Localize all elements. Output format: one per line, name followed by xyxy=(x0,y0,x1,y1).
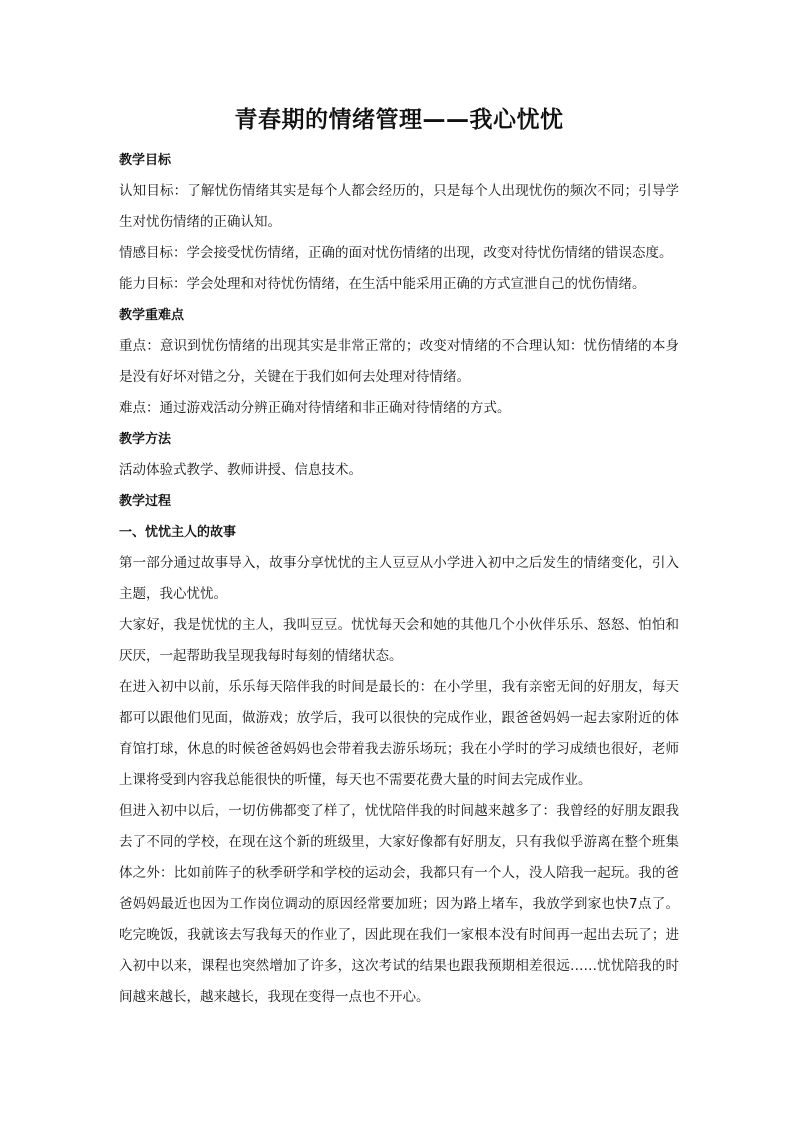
story-paragraph-1: 大家好，我是忧忧的主人，我叫豆豆。忧忧每天会和她的其他几个小伙伴乐乐、怒怒、怕怕和厌厌，一起帮助我呈现我每时每刻的情绪状态。 xyxy=(119,617,679,664)
part-one-heading: 一、忧忧主人的故事 xyxy=(119,525,237,540)
key-points-heading: 教学重难点 xyxy=(119,308,185,323)
key-point-paragraph: 重点：意识到忧伤情绪的出现其实是非常正常的；改变对情绪的不合理认知：忧伤情绪的本身是没有好坏对错之分，关键在于我们如何去处理对待情绪。 xyxy=(119,338,679,385)
cognitive-goal-paragraph: 认知目标：了解忧伤情绪其实是每个人都会经历的，只是每个人出现忧伤的频次不同；引导学生对忧伤情绪的正确认知。 xyxy=(119,183,679,230)
document-title: 青春期的情绪管理——我心忧忧 xyxy=(234,107,564,133)
document-body xyxy=(119,103,679,1013)
methods-heading: 教学方法 xyxy=(119,432,172,447)
emotional-goal-paragraph: 情感目标：学会接受忧伤情绪，正确的面对忧伤情绪的出现，改变对待忧伤情绪的错误态度。 xyxy=(119,245,673,261)
ability-goal-paragraph: 能力目标：学会处理和对待忧伤情绪，在生活中能采用正确的方式宣泄自己的忧伤情绪。 xyxy=(119,276,646,292)
part-one-intro-paragraph: 第一部分通过故事导入，故事分享忧忧的主人豆豆从小学进入初中之后发生的情绪变化，引入主题，我心忧忧。 xyxy=(119,555,679,602)
process-heading: 教学过程 xyxy=(119,494,172,509)
story-paragraph-3: 但进入初中以后，一切仿佛都变了样了，忧忧陪伴我的时间越来越多了：我曾经的好朋友跟我去了不同的学校，在现在这个新的班级里，大家好像都有好朋友，只有我似乎游离在整个班集体之外：比如前阵子的秋季研学和学校的运动会，我都只有一个人，没人陪我一起玩。我的爸爸妈妈最近也因为工作岗位调动的原因经常要加班；因为路上堵车，我放学到家也快7点了。吃完晚饭，我就该去写我每天的作业了，因此现在我们一家根本没有时间再一起出去玩了；进入初中以来，课程也突然增加了许多，这次考试的结果也跟我预期相差很远……忧忧陪我的时间越来越长，越来越长，我现在变得一点也不开心。 xyxy=(119,803,679,1005)
difficult-point-paragraph: 难点：通过游戏活动分辨正确对待情绪和非正确对待情绪的方式。 xyxy=(119,400,511,416)
goals-heading: 教学目标 xyxy=(119,153,172,168)
methods-paragraph: 活动体验式教学、教师讲授、信息技术。 xyxy=(119,462,362,478)
story-paragraph-2: 在进入初中以前，乐乐每天陪伴我的时间是最长的：在小学里，我有亲密无间的好朋友，每天都可以跟他们见面，做游戏；放学后，我可以很快的完成作业，跟爸爸妈妈一起去家附近的体育馆打球，休息的时候爸爸妈妈也会带着我去游乐场玩；我在小学时的学习成绩也很好，老师上课将受到内容我总能很快的听懂，每天也不需要花费大量的时间去完成作业。 xyxy=(119,679,679,788)
